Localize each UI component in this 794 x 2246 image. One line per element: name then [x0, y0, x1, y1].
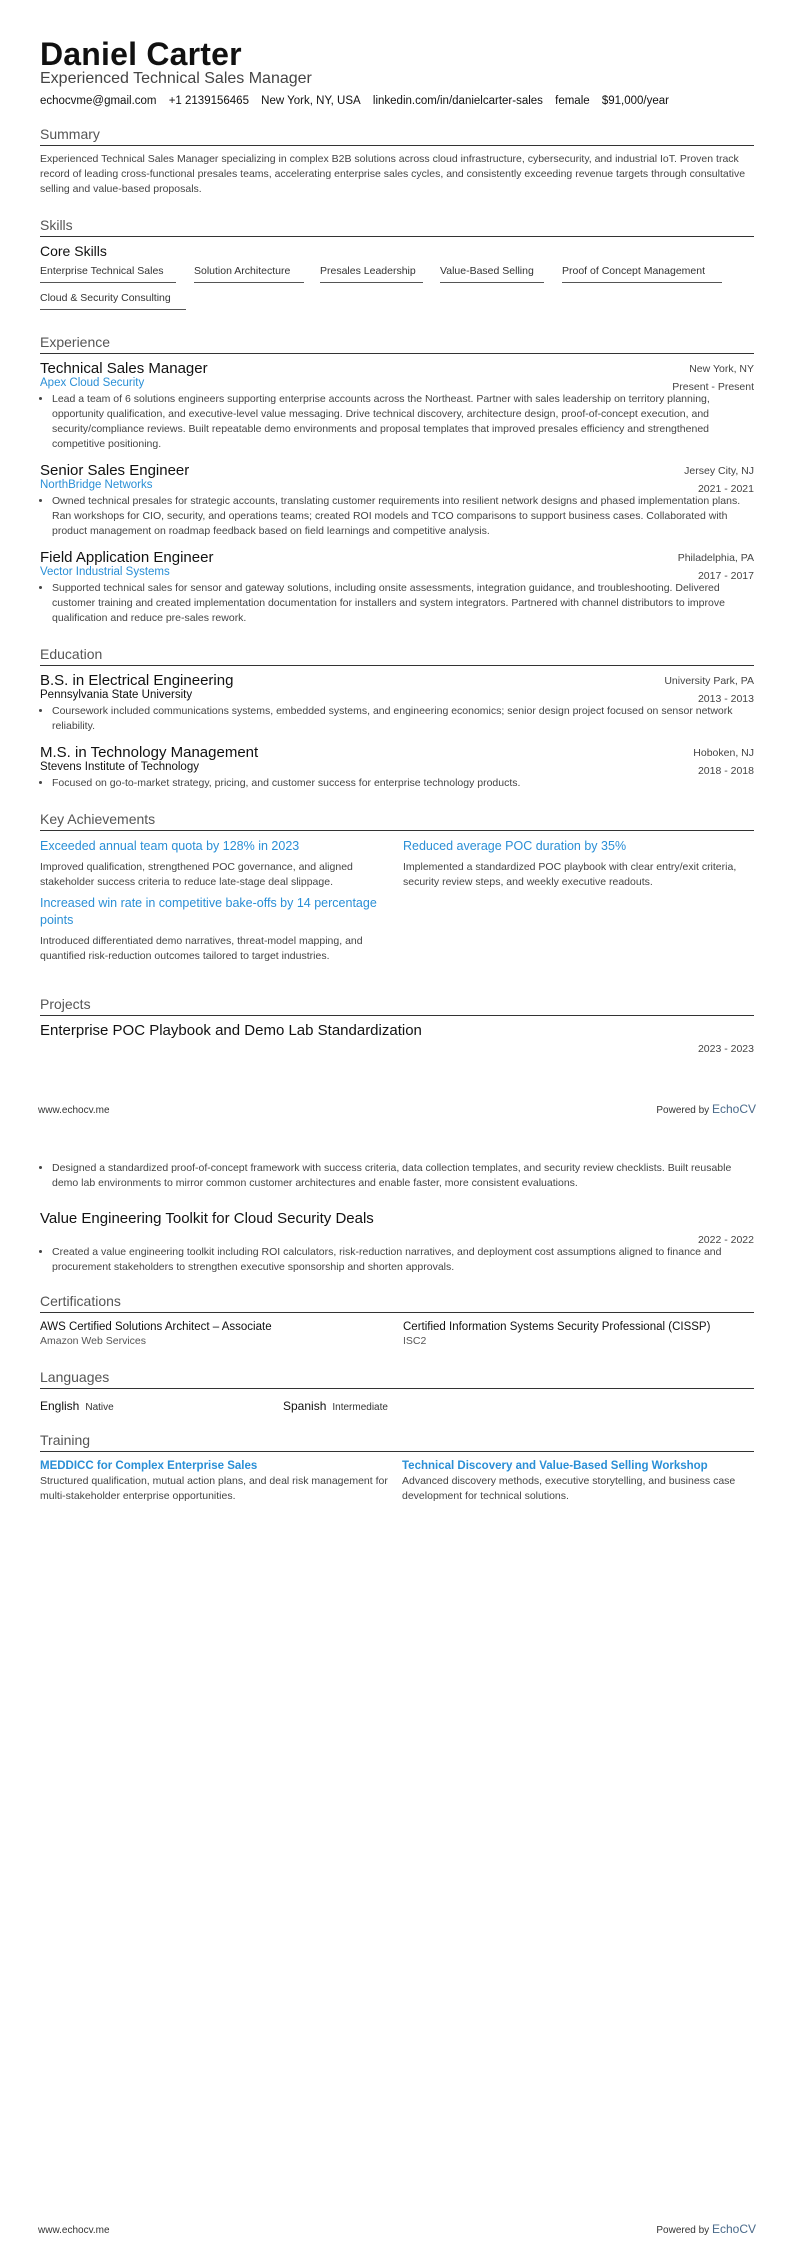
- footer-powered-label: Powered by: [656, 1105, 710, 1116]
- job-title: Senior Sales Engineer: [40, 462, 190, 479]
- job-location: Jersey City, NJ: [684, 465, 754, 477]
- project-title: Enterprise POC Playbook and Demo Lab Standardization: [40, 1022, 422, 1039]
- training-text: Structured qualification, mutual action plans, and deal risk management for multi-stakeholder enterprise opportunities.: [40, 1475, 388, 1502]
- project-entry: [40, 1022, 754, 1055]
- skills-heading: Skills: [40, 217, 754, 237]
- project-title: Value Engineering Toolkit for Cloud Security Deals: [40, 1210, 374, 1227]
- candidate-name: Daniel Carter: [40, 36, 242, 72]
- projects-heading: Projects: [40, 996, 754, 1016]
- education-heading: Education: [40, 646, 754, 666]
- job-title: Technical Sales Manager: [40, 360, 208, 377]
- skill-tag: Value-Based Selling: [440, 265, 544, 283]
- candidate-headline: Experienced Technical Sales Manager: [40, 70, 312, 87]
- degree-title: M.S. in Technology Management: [40, 744, 259, 761]
- school-name: Stevens Institute of Technology: [40, 761, 199, 773]
- skills-group-title: Core Skills: [40, 243, 107, 259]
- certification-issuer: ISC2: [403, 1335, 427, 1347]
- company-link[interactable]: NorthBridge Networks: [40, 479, 153, 491]
- degree-title: B.S. in Electrical Engineering: [40, 672, 234, 689]
- certification-item: [40, 1321, 390, 1347]
- certifications-heading: Certifications: [40, 1293, 754, 1313]
- languages-heading: Languages: [40, 1369, 754, 1389]
- contact-line: [40, 95, 678, 107]
- education-dates: 2018 - 2018: [697, 765, 754, 777]
- project-bullet: • Designed a standardized proof-of-concept framework with success criteria, data collection templates, and security review checklists. Built reusable demo lab environments to mirror common customer architectures and enable faster, more consistent evaluations.: [52, 1161, 754, 1191]
- experience-entry: [40, 462, 754, 539]
- job-dates: 2017 - 2017: [697, 570, 754, 582]
- job-bullet: • Owned technical presales for strategic accounts, translating customer requirements into resilient network designs and phased implementation plans. Ran workshops for CIO, security, and operations teams; created ROI models and TCO comparisons to support business cases. Collaborated with product management on roadmap feedback based on field learnings and competitive analysis.: [52, 494, 754, 539]
- achievement-card: [40, 838, 390, 890]
- achievement-text: Introduced differentiated demo narratives, threat-model mapping, and quantified risk-reduction outcomes tailored to target industries.: [40, 935, 363, 962]
- job-dates: 2021 - 2021: [697, 483, 754, 495]
- company-link[interactable]: Vector Industrial Systems: [40, 566, 170, 578]
- education-dates: 2013 - 2013: [697, 693, 754, 705]
- page-2: [0, 1123, 794, 2246]
- skill-tag: Solution Architecture: [194, 265, 304, 283]
- school-location: Hoboken, NJ: [693, 747, 754, 759]
- job-dates: Present - Present: [672, 381, 754, 393]
- school-name: Pennsylvania State University: [40, 689, 193, 701]
- contact-gender: female: [555, 95, 590, 107]
- language-item: [283, 1399, 388, 1413]
- project-entry: [40, 1210, 754, 1275]
- achievement-title: Increased win rate in competitive bake-offs by 14 percentage points: [40, 896, 377, 927]
- contact-phone[interactable]: +1 2139156465: [168, 95, 249, 107]
- experience-entry: [40, 360, 754, 452]
- training-title: Technical Discovery and Value-Based Selling Workshop: [402, 1460, 708, 1472]
- achievement-text: Improved qualification, strengthened POC governance, and aligned stakeholder success criteria to reduce late-stage deal slippage.: [40, 861, 353, 888]
- skill-tag: Cloud & Security Consulting: [40, 292, 186, 310]
- language-name: English: [40, 1399, 80, 1413]
- certification-name: Certified Information Systems Security Professional (CISSP): [403, 1321, 711, 1333]
- achievement-card: [403, 838, 753, 890]
- footer-powered: [656, 1102, 756, 1116]
- contact-linkedin[interactable]: linkedin.com/in/danielcarter-sales: [372, 95, 543, 107]
- language-level: Intermediate: [332, 1402, 388, 1413]
- language-item: [40, 1399, 114, 1413]
- achievement-title: Exceeded annual team quota by 128% in 2023: [40, 839, 300, 853]
- job-bullet: • Lead a team of 6 solutions engineers supporting enterprise accounts across the Northeast. Partner with sales leadership on territory planning, opportunity qualification, and executive-level value messaging. Drive technical discovery, architecture design, proof-of-concept execution, and security/compliance reviews. Built repeatable demo environments and proposal templates that improved presales efficiency and strengthened competitive positioning.: [52, 392, 754, 452]
- training-item: [402, 1460, 754, 1504]
- certification-name: AWS Certified Solutions Architect – Associate: [40, 1321, 272, 1333]
- project-bullet: • Created a value engineering toolkit including ROI calculators, risk-reduction narratives, and deployment cost assumptions aligned to finance and procurement stakeholders to strengthen executive sponsorship and shorten approvals.: [52, 1245, 754, 1275]
- training-heading: Training: [40, 1432, 754, 1452]
- job-location: New York, NY: [689, 363, 754, 375]
- summary-text: Experienced Technical Sales Manager specializing in complex B2B solutions across cloud infrastructure, cybersecurity, and industrial IoT. Proven track record of leading cross-functional presales teams, accelerating enterprise sales cycles, and consistently exceeding revenue targets through consultative selling and value-based proposals.: [40, 153, 746, 195]
- skill-tag: Proof of Concept Management: [562, 265, 722, 283]
- achievements-heading: Key Achievements: [40, 811, 754, 831]
- education-bullet: • Focused on go-to-market strategy, pricing, and customer success for enterprise technology products.: [52, 776, 754, 791]
- education-entry: [40, 672, 754, 734]
- achievement-text: Implemented a standardized POC playbook with clear entry/exit criteria, security review steps, and weekly executive readouts.: [403, 861, 737, 888]
- job-bullet: • Supported technical sales for sensor and gateway solutions, including onsite assessments, integration guidance, and troubleshooting. Delivered customer training and created implementation documentation for installers and system integrators. Partnered with channel distributors to improve qualification and reduce pre-sales rework.: [52, 581, 754, 626]
- school-location: University Park, PA: [664, 675, 754, 687]
- achievement-title: Reduced average POC duration by 35%: [403, 839, 627, 853]
- summary-heading: Summary: [40, 126, 754, 146]
- education-entry: [40, 744, 754, 791]
- skill-tag: Presales Leadership: [320, 265, 423, 283]
- job-location: Philadelphia, PA: [677, 552, 754, 564]
- footer-site[interactable]: www.echocv.me: [38, 1105, 110, 1116]
- language-name: Spanish: [283, 1399, 327, 1413]
- training-item: [40, 1460, 390, 1504]
- echocv-logo[interactable]: EchoCV: [711, 1102, 756, 1116]
- experience-heading: Experience: [40, 334, 754, 354]
- contact-salary: $91,000/year: [601, 95, 669, 107]
- training-text: Advanced discovery methods, executive storytelling, and business case development for technical solutions.: [402, 1475, 736, 1502]
- achievement-card: [40, 895, 385, 964]
- training-title: MEDDICC for Complex Enterprise Sales: [40, 1460, 258, 1472]
- contact-location: New York, NY, USA: [261, 95, 361, 107]
- echocv-logo[interactable]: EchoCV: [711, 2222, 756, 2236]
- company-link[interactable]: Apex Cloud Security: [40, 377, 145, 389]
- language-level: Native: [85, 1402, 114, 1413]
- skill-tag: Enterprise Technical Sales: [40, 265, 176, 283]
- experience-entry: [40, 549, 754, 626]
- contact-email[interactable]: echocvme@gmail.com: [40, 95, 157, 107]
- certification-item: [403, 1321, 754, 1347]
- footer-powered-label: Powered by: [656, 2225, 710, 2236]
- project-dates: 2023 - 2023: [697, 1043, 754, 1055]
- project-dates: 2022 - 2022: [697, 1234, 754, 1246]
- project-continued: [40, 1158, 754, 1191]
- job-title: Field Application Engineer: [40, 549, 214, 566]
- certification-issuer: Amazon Web Services: [40, 1335, 147, 1347]
- footer-powered: [656, 2222, 756, 2236]
- education-bullet: • Coursework included communications systems, embedded systems, and engineering economics; senior design project focused on sensor network reliability.: [52, 704, 754, 734]
- footer-site[interactable]: www.echocv.me: [38, 2225, 110, 2236]
